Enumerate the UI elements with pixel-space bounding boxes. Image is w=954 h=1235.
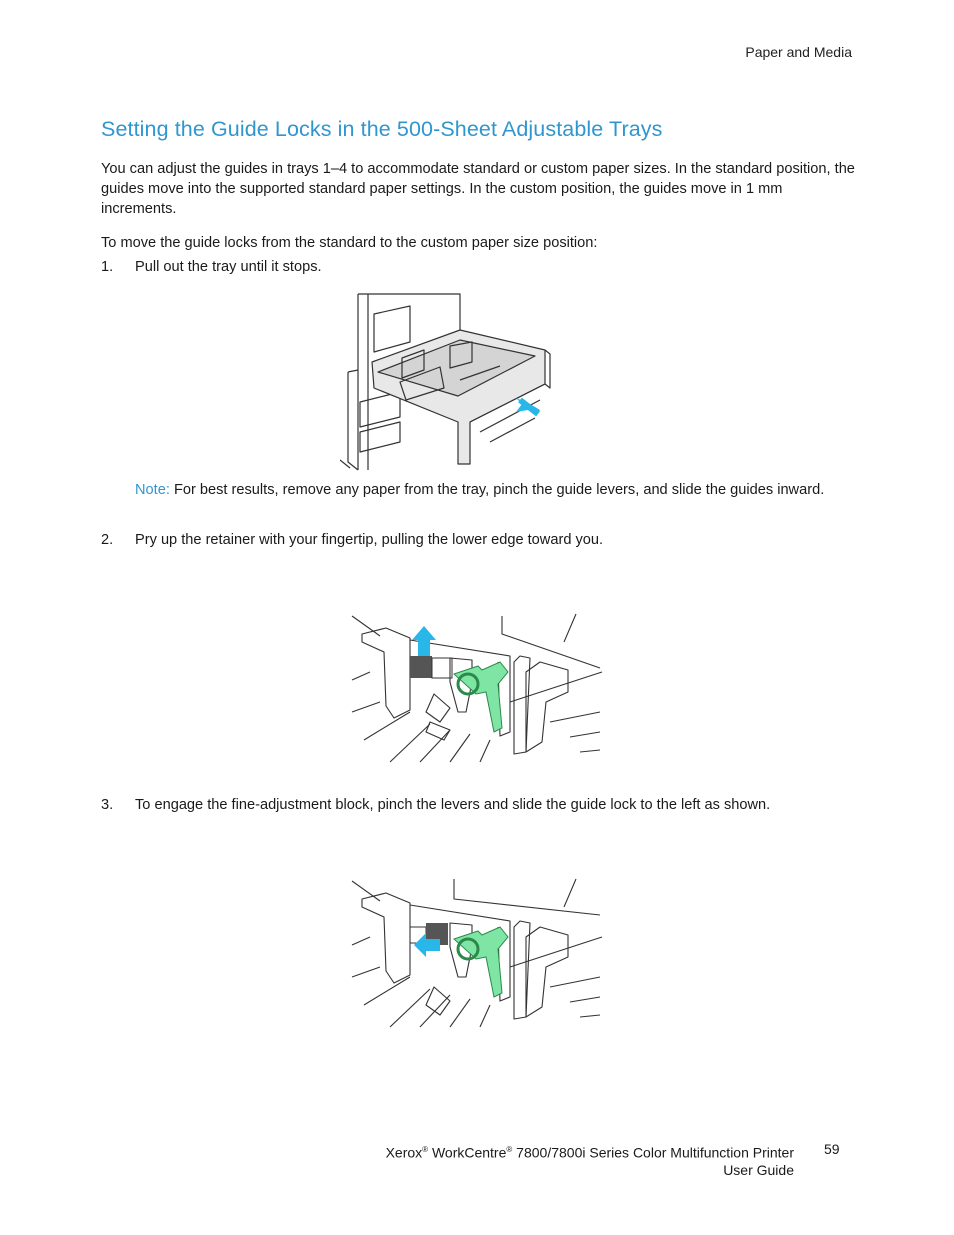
section-title: Setting the Guide Locks in the 500-Sheet Adjustable Trays <box>101 117 663 141</box>
step-text: To engage the fine-adjustment block, pinch the levers and slide the guide lock to the left as shown. <box>135 797 771 813</box>
registered-mark: ® <box>506 1145 513 1154</box>
lead-paragraph: To move the guide locks from the standard to the custom paper size position: <box>101 235 598 251</box>
note-label: Note: <box>135 482 170 498</box>
footer-model: 7800/7800i Series Color Multifunction Printer <box>512 1144 794 1161</box>
page-number: 59 <box>824 1141 840 1157</box>
footer-guide: User Guide <box>723 1161 794 1178</box>
intro-paragraph: You can adjust the guides in trays 1–4 to accommodate standard or custom paper sizes. In the standard position, the guides move into the supported standard paper settings. In the custom position, the guides move in 1 mm increments. <box>101 161 855 217</box>
step-number: 3. <box>101 797 114 813</box>
retainer-illustration <box>350 612 604 770</box>
step-3 <box>101 795 770 815</box>
step-1 <box>101 257 322 277</box>
step-number: 1. <box>101 259 114 275</box>
footer-brand: Xerox <box>385 1144 423 1161</box>
step-text: Pull out the tray until it stops. <box>135 259 322 275</box>
footer-product-line <box>386 1141 794 1162</box>
footer-brand-product: WorkCentre <box>428 1144 507 1161</box>
step-2 <box>101 530 603 550</box>
registered-mark: ® <box>422 1145 429 1154</box>
step-number: 2. <box>101 532 114 548</box>
footer-product <box>386 1141 794 1179</box>
tray-pull-out-illustration <box>340 292 552 473</box>
running-header: Paper and Media <box>745 44 852 60</box>
note-text: For best results, remove any paper from the tray, pinch the guide levers, and slide the guides inward. <box>169 482 825 498</box>
note <box>135 480 855 501</box>
step-text: Pry up the retainer with your fingertip, pulling the lower edge toward you. <box>135 532 604 548</box>
guide-lock-slide-illustration <box>350 877 604 1035</box>
